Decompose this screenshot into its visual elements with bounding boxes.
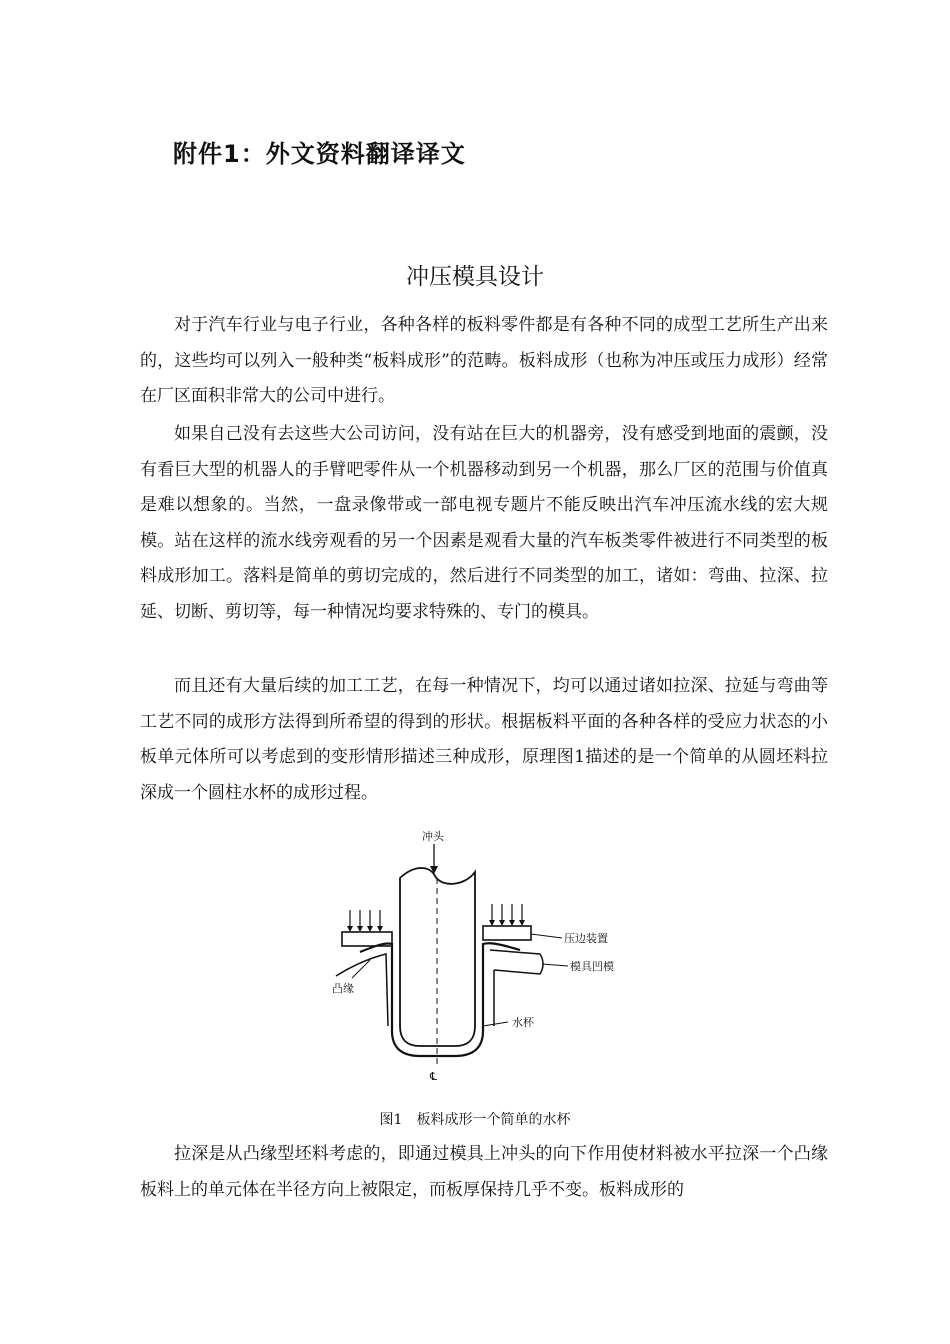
cup-wall — [360, 943, 520, 1056]
deep-drawing-svg — [330, 826, 660, 1088]
label-centerline: ℄ — [430, 1070, 438, 1083]
leader-die — [542, 964, 568, 966]
blank-holder-right — [483, 926, 531, 940]
paragraph-3: 而且还有大量后续的加工工艺，在每一种情况下，均可以通过诸如拉深、拉延与弯曲等工艺不同的成形方法得到所希望的得到的形状。根据板料平面的各种各样的受应力状态的小板单元体所可以考虑到的变形情形描述三种成形，原理图1描述的是一个简单的从圆坯料拉深成一个圆柱水杯的成形过程。 — [140, 676, 828, 803]
label-cup: 水杯 — [512, 1016, 534, 1029]
document-title: 冲压模具设计 — [406, 264, 544, 290]
holder-force-arrows-left — [347, 910, 383, 932]
label-blank-holder: 压边装置 — [564, 932, 608, 945]
label-flange: 凸缘 — [332, 982, 354, 995]
figure-deep-drawing-diagram — [330, 826, 660, 1088]
paragraph-2: 如果自己没有去这些大公司访问，没有站在巨大的机器旁，没有感受到地面的震颤，没有看巨大型的机器人的手臂吧零件从一个机器移动到另一个机器，那么厂区的范围与价值真是难以想象的。当然，一盘录像带或一部电视专题片不能反映出汽车冲压流水线的宏大规模。站在这样的流水线旁观看的另一个因素是观看大量的汽车板类零件被进行不同类型的板料成形加工。落料是简单的剪切完成的，然后进行不同类型的加工，诸如：弯曲、拉深、拉延、切断、剪切等，每一种情况均要求特殊的、专门的模具。 — [140, 424, 828, 622]
die-right — [490, 950, 543, 974]
holder-force-arrows-right — [489, 904, 525, 926]
leader-blank-holder — [531, 934, 562, 938]
paragraph-1: 对于汽车行业与电子行业，各种各样的板料零件都是有各种不同的成型工艺所生产出来的，这些均可以列入一般种类“板料成形”的范畴。板料成形（也称为冲压或压力成形）经常在厂区面积非常大的公司中进行。 — [140, 315, 828, 406]
paragraph-4: 拉深是从凸缘型坯料考虑的，即通过模具上冲头的向下作用使材料被水平拉深一个凸缘板料上的单元体在半径方向上被限定，而板厚保持几乎不变。板料成形的 — [140, 1144, 828, 1200]
label-punch: 冲头 — [422, 830, 444, 843]
figure-caption: 图1 板料成形一个简单的水杯 — [379, 1112, 571, 1128]
appendix-heading: 附件1：外文资料翻译译文 — [173, 140, 466, 168]
leader-cup — [483, 1022, 508, 1026]
label-die: 模具凹模 — [570, 960, 614, 973]
